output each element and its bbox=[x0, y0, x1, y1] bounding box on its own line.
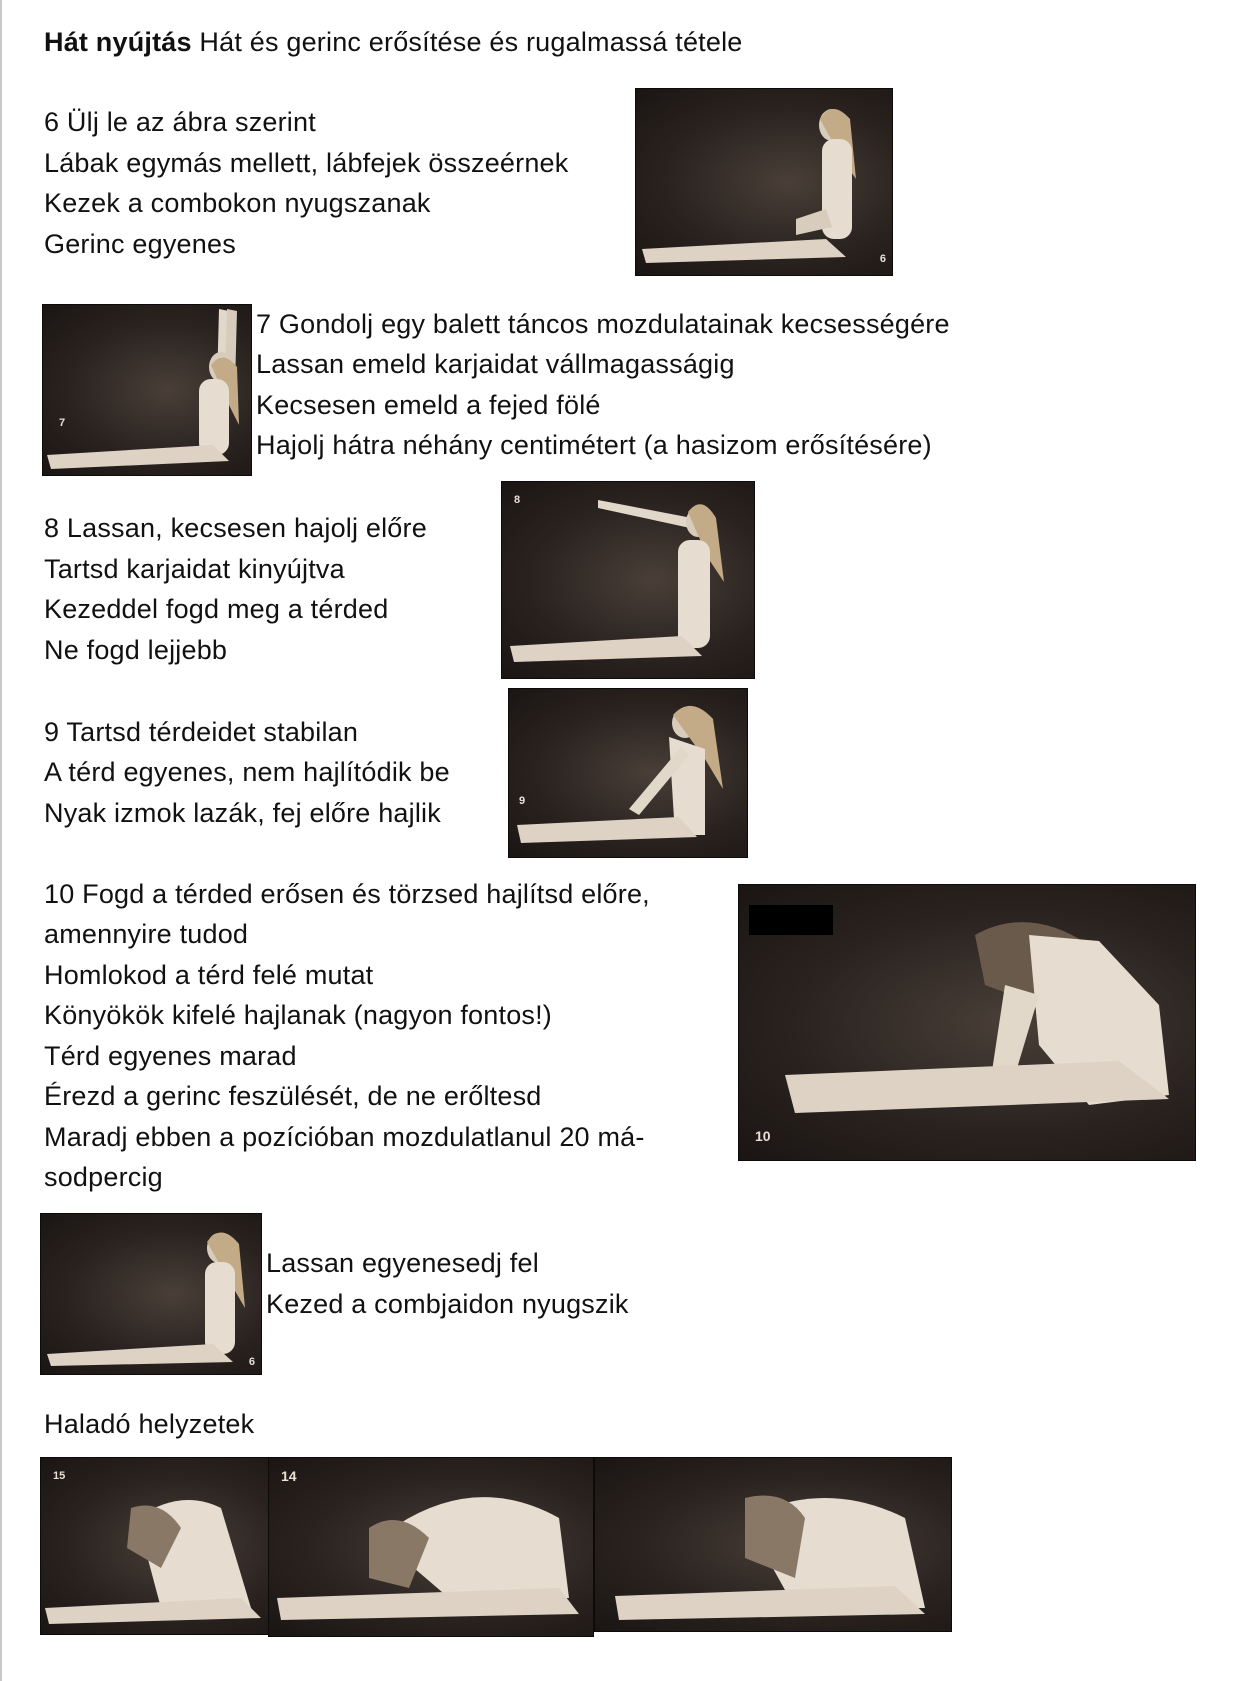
exercise-photo-10 bbox=[738, 884, 1196, 1161]
exercise-photo-7 bbox=[42, 304, 252, 476]
advanced-photo-14 bbox=[268, 1457, 594, 1637]
step6-line-2: Lábak egymás mellett, lábfejek összeérnek bbox=[44, 148, 569, 178]
step10-line-7: Maradj ebben a pozícióban mozdulatlanul 20 má- bbox=[44, 1122, 645, 1152]
photo-number: 6 bbox=[879, 253, 886, 265]
step6-line-1: 6 Ülj le az ábra szerint bbox=[44, 107, 316, 137]
step6-line-4: Gerinc egyenes bbox=[44, 229, 236, 259]
seated-upright-figure bbox=[41, 1214, 261, 1374]
advanced-photo-15 bbox=[40, 1457, 270, 1635]
step8-line-3: Kezeddel fogd meg a térded bbox=[44, 594, 389, 624]
step7-line-1: 7 Gondolj egy balett táncos mozdulatainak kecsességére bbox=[256, 309, 950, 339]
page-title bbox=[44, 22, 743, 62]
advanced-bend-figure bbox=[41, 1458, 269, 1634]
photo-number: 15 bbox=[53, 1470, 66, 1482]
page-title-bold: Hát nyújtás bbox=[44, 27, 192, 57]
step11-line-2: Kezed a combjaidon nyugszik bbox=[266, 1289, 629, 1319]
arms-raised-figure bbox=[43, 305, 251, 475]
seated-upright-figure bbox=[636, 89, 892, 275]
photo-number: 7 bbox=[59, 417, 66, 429]
step11-line-1: Lassan egyenesedj fel bbox=[266, 1248, 539, 1278]
step10-line-2: amennyire tudod bbox=[44, 919, 249, 949]
forward-bend-figure bbox=[509, 689, 747, 857]
photo-number: 6 bbox=[248, 1356, 255, 1368]
exercise-photo-6 bbox=[635, 88, 893, 276]
step8-line-4: Ne fogd lejjebb bbox=[44, 635, 228, 665]
step9-line-1: 9 Tartsd térdeidet stabilan bbox=[44, 717, 359, 747]
photo-number: 14 bbox=[281, 1468, 297, 1484]
step9-line-3: Nyak izmok lazák, fej előre hajlik bbox=[44, 798, 441, 828]
page-edge bbox=[0, 0, 2, 1681]
step7-line-3: Kecsesen emeld a fejed fölé bbox=[256, 390, 601, 420]
exercise-photo-9 bbox=[508, 688, 748, 858]
step9-line-2: A térd egyenes, nem hajlítódik be bbox=[44, 757, 450, 787]
step10-line-3: Homlokod a térd felé mutat bbox=[44, 960, 374, 990]
step6-line-3: Kezek a combokon nyugszanak bbox=[44, 188, 431, 218]
step10-line-5: Térd egyenes marad bbox=[44, 1041, 297, 1071]
exercise-photo-8 bbox=[501, 481, 755, 679]
step7-line-4: Hajolj hátra néhány centimétert (a hasizom erősítésére) bbox=[256, 430, 932, 460]
step10-line-1: 10 Fogd a térded erősen és törzsed hajlítsd előre, bbox=[44, 879, 650, 909]
photo-number: 10 bbox=[755, 1128, 771, 1144]
arms-forward-figure bbox=[502, 482, 754, 678]
exercise-photo-return bbox=[40, 1213, 262, 1375]
photo-number: 9 bbox=[519, 795, 526, 807]
step10-line-6: Érezd a gerinc feszülését, de ne erőltesd bbox=[44, 1081, 542, 1111]
advanced-photo-3 bbox=[594, 1457, 952, 1632]
step10-line-8: sodpercig bbox=[44, 1162, 163, 1192]
photo-number: 8 bbox=[514, 494, 521, 506]
advanced-fold-figure bbox=[269, 1458, 593, 1636]
advanced-heading: Haladó helyzetek bbox=[44, 1409, 255, 1439]
step8-line-2: Tartsd karjaidat kinyújtva bbox=[44, 554, 345, 584]
step10-line-4: Könyökök kifelé hajlanak (nagyon fontos!) bbox=[44, 1000, 553, 1030]
step8-line-1: 8 Lassan, kecsesen hajolj előre bbox=[44, 513, 427, 543]
redaction-bar bbox=[749, 905, 833, 935]
step7-line-2: Lassan emeld karjaidat vállmagasságig bbox=[256, 349, 735, 379]
advanced-full-fold-figure bbox=[595, 1458, 951, 1631]
page-title-rest: Hát és gerinc erősítése és rugalmassá tétele bbox=[191, 27, 743, 57]
